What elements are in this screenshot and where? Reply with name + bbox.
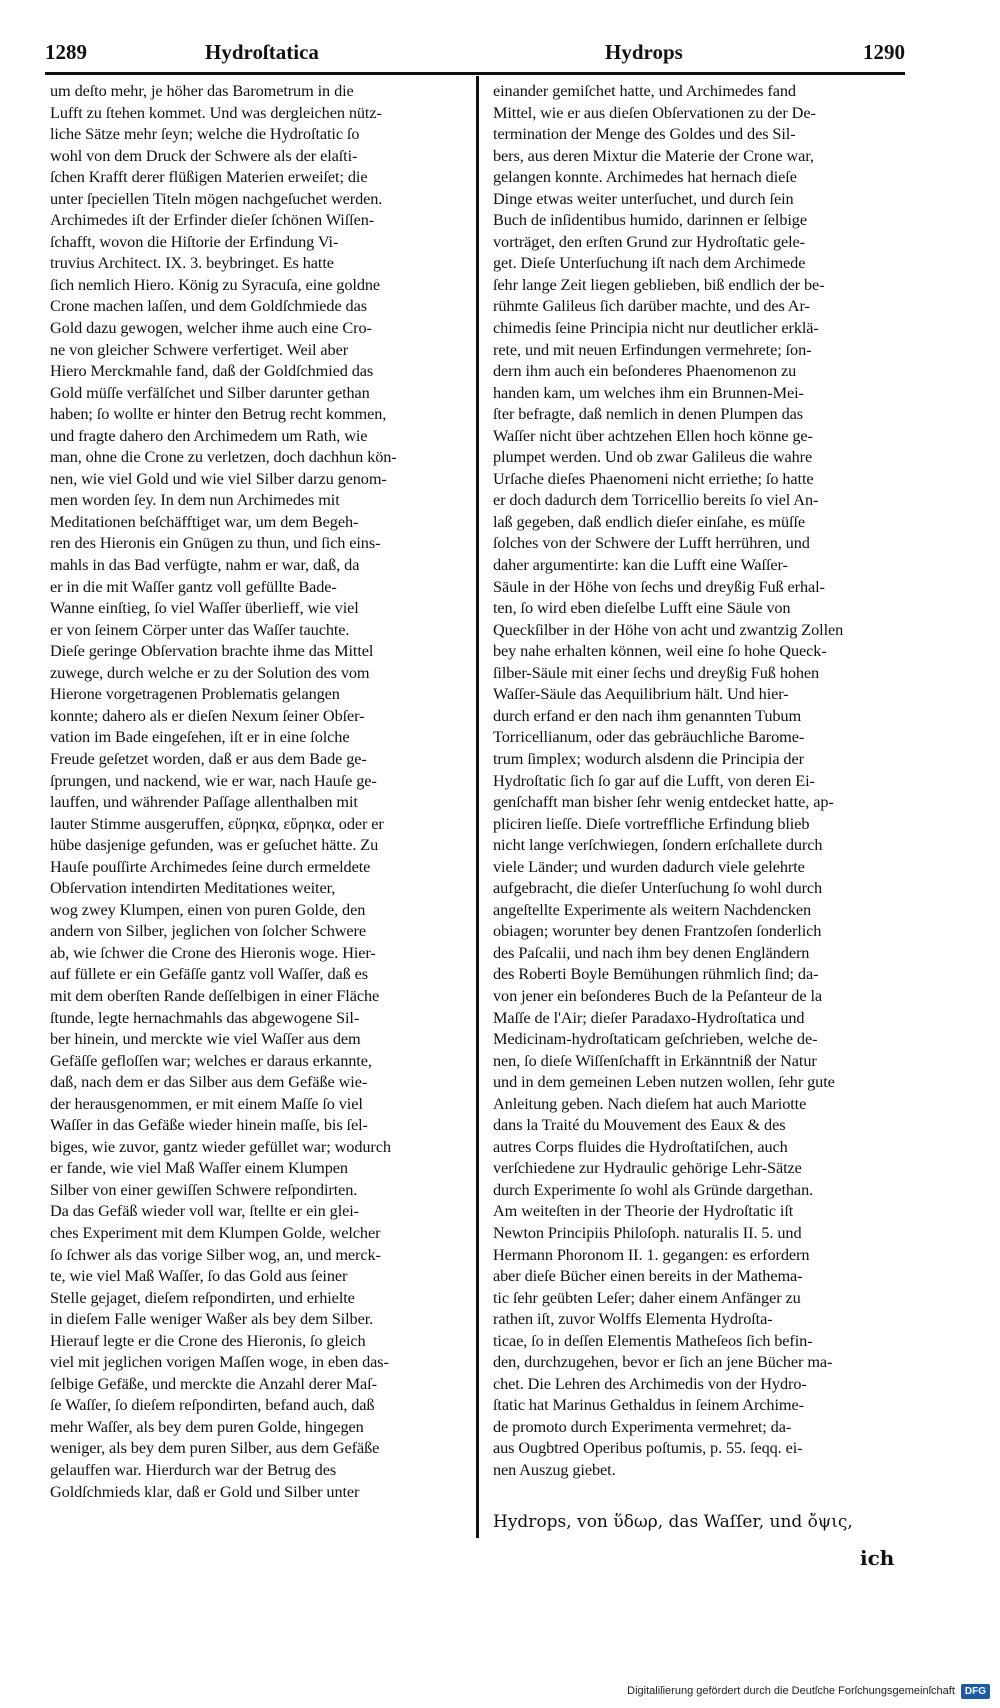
- right-line: einander gemiſchet hatte, und Archimedes fand: [493, 81, 796, 100]
- right-column-number: 1290: [863, 40, 905, 64]
- left-line: lauter Stimme ausgeruffen, εὕρηκα, εὕρηκα, oder er: [50, 813, 384, 833]
- left-line: er in die mit Waſſer gantz voll gefüllte Bade-: [50, 576, 337, 596]
- left-line: Dieſe geringe Obſervation brachte ihme das Mittel: [50, 641, 374, 661]
- right-line: ticae, ſo in deſſen Elementis Matheſeos ſich befin-: [493, 1330, 813, 1350]
- left-line: biges, wie zuvor, gantz wieder gefüllet war; wodurch: [50, 1136, 391, 1156]
- left-line: ſelbige Gefäße, und merckte die Anzahl derer Maſ-: [50, 1373, 377, 1393]
- left-line: ren des Hieronis ein Gnügen zu thun, und ſich eins-: [50, 533, 381, 553]
- right-line: obiagen; worunter bey denen Frantzoſen ſonderlich: [493, 921, 822, 941]
- right-line: Queckſilber in der Höhe von acht und zwantzig Zollen: [493, 619, 844, 639]
- right-line: ſolches von der Schwere der Lufft herrühren, und: [493, 533, 810, 553]
- right-line: ſter befragte, daß nemlich in denen Plumpen das: [493, 404, 803, 424]
- right-line: Buch de inſidentibus humido, darinnen er ſelbige: [493, 210, 807, 230]
- left-line: wohl von dem Druck der Schwere als der elaſti-: [50, 145, 358, 165]
- right-line: ten, ſo wird eben dieſelbe Lufft eine Säule von: [493, 598, 791, 618]
- right-line: get. Dieſe Unterſuchung iſt nach dem Archimede: [493, 253, 806, 273]
- right-line: de promoto durch Experimenta vermehret; da-: [493, 1416, 792, 1436]
- right-line: Medicinam-hydroſtaticam geſchrieben, welche de-: [493, 1029, 818, 1049]
- left-line: andern von Silber, jeglichen von ſolcher Schwere: [50, 921, 366, 941]
- left-line: Goldſchmieds klar, daß er Gold und Silber unter: [50, 1481, 360, 1501]
- right-running-title: Hydrops: [605, 40, 683, 64]
- left-line: daß, nach dem er das Silber aus dem Gefäße wie-: [50, 1072, 368, 1092]
- left-running-title: Hydroſtatica: [205, 40, 319, 64]
- left-line: hübe dasjenige gefunden, was er geſuchet hätte. Zu: [50, 835, 379, 855]
- left-line: truvius Architect. IX. 3. beybringet. Es hatte: [50, 253, 334, 273]
- right-line: ſehr lange Zeit liegen geblieben, biß endlich der be-: [493, 274, 825, 294]
- right-line: des Paſcalii, und nach ihm bey denen Engländern: [493, 942, 810, 962]
- right-line: Waſſer-Säule das Aequilibrium hält. Und hier-: [493, 684, 789, 704]
- left-line: konnte; dahero als er dieſen Nexum ſeiner Obſer-: [50, 705, 365, 725]
- left-line: mehr Waſſer, als bey dem puren Golde, hingegen: [50, 1416, 364, 1436]
- left-line: Da das Gefäß wieder voll war, ſtellte er ein glei-: [50, 1201, 359, 1221]
- left-line: gelauffen war. Hierdurch war der Betrug des: [50, 1460, 337, 1479]
- left-line: zuwege, durch welche er zu der Solution des vom: [50, 662, 370, 682]
- right-line: trum ſimplex; wodurch alsdenn die Principia der: [493, 748, 804, 768]
- right-line: Säule in der Höhe von ſechs und dreyßig Fuß erhal-: [493, 576, 825, 596]
- left-line: ſchen Krafft derer flüßigen Materien erweiſet; die: [50, 167, 368, 187]
- left-line: er fande, wie viel Maß Waſſer einem Klumpen: [50, 1158, 348, 1178]
- left-line: Silber von einer gewiſſen Schwere reſpondirten.: [50, 1179, 358, 1199]
- left-line: und fragte dahero den Archimedem um Rath, wie: [50, 425, 368, 445]
- left-line: ſchafft, wovon die Hiſtorie der Erfindung Vi-: [50, 231, 339, 251]
- left-text-column: [50, 80, 475, 1502]
- left-line: Hiero Merckmahle fand, daß der Goldſchmied das: [50, 361, 374, 381]
- right-line: nen, ſo dieſe Wiſſenſchafft in Erkänntniß der Natur: [493, 1050, 817, 1070]
- digitization-footer: [560, 1680, 990, 1702]
- left-line: um deſto mehr, je höher das Barometrum in die: [50, 81, 354, 100]
- left-line: wog zwey Klumpen, einen von puren Golde, den: [50, 899, 366, 919]
- dfg-logo: DFG: [961, 1684, 990, 1699]
- left-line: Freude geſetzet worden, daß er aus dem Bade ge-: [50, 748, 367, 768]
- right-line: chet. Die Lehren des Archimedis von der Hydro-: [493, 1373, 807, 1393]
- left-line: ſich nemlich Hiero. König zu Syracuſa, eine goldne: [50, 274, 381, 294]
- left-line: man, ohne die Crone zu verletzen, doch dachhun kön-: [50, 447, 397, 467]
- right-line: und in dem gemeinen Leben nutzen wollen, ſehr gute: [493, 1072, 835, 1092]
- right-line: Waſſer nicht über achtzehen Ellen hoch könne ge-: [493, 425, 813, 445]
- left-line: ches Experiment mit dem Klumpen Golde, welcher: [50, 1222, 381, 1242]
- right-line: nen Auszug giebet.: [493, 1460, 616, 1479]
- right-line: termination der Menge des Goldes und des Sil-: [493, 124, 796, 144]
- right-line: genſchafft man bisher ſehr wenig entdecket hatte, ap-: [493, 792, 834, 812]
- left-line: ſe Waſſer, ſo dieſem reſpondirten, befand auch, daß: [50, 1395, 375, 1415]
- right-line: tic ſehr geübten Leſer; daher einem Anfänger zu: [493, 1287, 801, 1307]
- left-line: Meditationen beſchäfftiget war, um dem Begeh-: [50, 511, 359, 531]
- right-line: vorträget, den erſten Grund zur Hydroſtatic gele-: [493, 231, 806, 251]
- right-line: plumpet werden. Und ob zwar Galileus die wahre: [493, 447, 813, 467]
- right-line: laß gegeben, daß endlich dieſer einſahe, es müſſe: [493, 511, 806, 531]
- right-line: des Roberti Boyle Bemühungen rühmlich ſind; da-: [493, 964, 819, 984]
- left-line: men worden ſey. In dem nun Archimedes mit: [50, 490, 340, 510]
- left-line: er von ſeinem Cörper unter das Waſſer tauchte.: [50, 619, 350, 639]
- right-line: Urſache dieſes Phaenomeni nicht erriethe; ſo hatte: [493, 468, 814, 488]
- left-line: Hierauf legte er die Crone des Hieronis, ſo gleich: [50, 1330, 366, 1350]
- right-line: dern ihm auch ein beſonderes Phaenomenon zu: [493, 361, 797, 381]
- right-line: viele Länder; und wurden dadurch viele gelehrte: [493, 856, 805, 876]
- right-line: aus Ougbtred Operibus poſtumis, p. 55. ſeqq. ei-: [493, 1438, 803, 1458]
- header-rule: [45, 72, 905, 75]
- catchword: ich: [860, 1546, 895, 1570]
- left-line: Crone machen laſſen, und dem Goldſchmiede das: [50, 296, 367, 316]
- right-line: Am weiteſten in der Theorie der Hydroſtatic iſt: [493, 1201, 794, 1221]
- right-line: autres Corps fluides die Hydroſtatiſchen, auch: [493, 1136, 788, 1156]
- right-line: ſilber-Säule mit einer ſechs und dreyßig Fuß hohen: [493, 662, 820, 682]
- right-line: Dinge etwas weiter unterſuchet, und durch ſein: [493, 188, 794, 208]
- left-line: ab, wie ſchwer die Crone des Hieronis woge. Hier-: [50, 942, 376, 962]
- column-divider: [476, 76, 479, 1538]
- left-line: vation im Bade eingeſehen, iſt er in eine ſolche: [50, 727, 350, 747]
- left-line: Archimedes iſt der Erfinder dieſer ſchönen Wiſſen-: [50, 210, 375, 230]
- right-line: nicht lange verſchwiegen, ſondern erſchallete durch: [493, 835, 823, 855]
- right-line: rühmte Galileus ſich darüber machte, und des Ar-: [493, 296, 810, 316]
- right-line: rathen iſt, zuvor Wolffs Elementa Hydroſta-: [493, 1309, 773, 1329]
- left-line: Stelle gejaget, dieſem reſpondirten, und erhielte: [50, 1287, 355, 1307]
- right-line: angeſtellte Experimente als weitern Nachdencken: [493, 899, 812, 919]
- left-line: liche Sätze mehr ſeyn; welche die Hydroſtatic ſo: [50, 124, 360, 144]
- right-line: ſtatic hat Marinus Gethaldus in ſeinem Archime-: [493, 1395, 804, 1415]
- right-line: aufgebracht, die dieſer Unterſuchung ſo wohl durch: [493, 878, 823, 898]
- left-line: ſprungen, und nackend, wie er war, nach Hauſe ge-: [50, 770, 377, 790]
- right-line: durch Experimente ſo wohl als Gründe dargethan.: [493, 1179, 814, 1199]
- right-line: Newton Principiis Philoſoph. naturalis II. 5. und: [493, 1222, 802, 1242]
- right-text-column: [493, 80, 905, 1481]
- left-line: viel mit jeglichen vorigen Maſſen woge, in eben das-: [50, 1352, 389, 1372]
- right-line: daher argumentirte: kan die Lufft eine Waſſer-: [493, 555, 788, 575]
- right-line: Hydroſtatic ſich ſo gar auf die Lufft, von deren Ei-: [493, 770, 815, 790]
- left-line: Gefäſſe gefloſſen war; welches er daraus erkannte,: [50, 1050, 372, 1070]
- right-line: bey nahe erhalten können, weil eine ſo hohe Queck-: [493, 641, 827, 661]
- left-line: Wanne einſtieg, ſo viel Waſſer überlieff, wie viel: [50, 598, 359, 618]
- left-line: auf füllete er ein Gefäſſe gantz voll Waſſer, daß es: [50, 964, 369, 984]
- right-line: er doch dadurch dem Torricellio bereits ſo viel An-: [493, 490, 819, 510]
- right-line: bers, aus deren Mixtur die Materie der Crone war,: [493, 145, 814, 165]
- left-line: ne von gleicher Schwere verfertiget. Weil aber: [50, 339, 349, 359]
- left-line: unter ſpeciellen Titeln mögen nachgeſuchet werden.: [50, 188, 383, 208]
- left-line: ſo ſchwer als das vorige Silber wog, an, und merck-: [50, 1244, 381, 1264]
- right-line: Anleitung geben. Nach dieſem hat auch Mariotte: [493, 1093, 807, 1113]
- left-line: Hauſe pouſſirte Archimedes ſeine durch ermeldete: [50, 856, 371, 876]
- left-line: mit dem oberſten Rande deſſelbigen in einer Fläche: [50, 985, 380, 1005]
- left-line: in dieſem Falle weniger Waßer als bey dem Silber.: [50, 1309, 374, 1329]
- left-line: weniger, als bey dem puren Silber, aus dem Gefäße: [50, 1438, 380, 1458]
- left-line: te, wie viel Maß Waſſer, ſo das Gold aus ſeiner: [50, 1266, 348, 1286]
- right-line: pliciren lieſſe. Dieſe vortreffliche Erfindung blieb: [493, 813, 810, 833]
- left-column-number: 1289: [45, 40, 87, 64]
- right-line: handen kam, um welches ihm ein Brunnen-Mei-: [493, 382, 804, 402]
- right-line: den, durchzugehen, bevor er ſich an jene Bücher ma-: [493, 1352, 833, 1372]
- left-line: Lufft zu ſtehen kommet. Und was dergleichen nütz-: [50, 102, 382, 122]
- left-line: mahls in das Bad verfügte, nahm er war, daß, da: [50, 555, 360, 575]
- right-line: Torricellianum, oder das gebräuchliche Barome-: [493, 727, 805, 747]
- right-line: gelangen konnte. Archimedes hat hernach dieſe: [493, 167, 797, 187]
- page-header: [45, 40, 905, 74]
- right-line: verſchiedene zur Hydraulic gehörige Lehr-Sätze: [493, 1158, 802, 1178]
- left-line: Obſervation intendirten Meditationes weiter,: [50, 878, 336, 898]
- right-line: von jener ein beſonderes Buch de la Peſanteur de la: [493, 985, 822, 1005]
- left-line: nen, wie viel Gold und wie viel Silber darzu genom-: [50, 468, 387, 488]
- right-line: Mittel, wie er aus dieſen Obſervationen zu der De-: [493, 102, 816, 122]
- right-line: Maſſe de l'Air; dieſer Paradaxo-Hydroſtatica und: [493, 1007, 805, 1027]
- left-line: lauffen, und währender Paſſage allenthalben mit: [50, 792, 358, 812]
- left-line: ber hinein, und merckte wie viel Waſſer aus dem: [50, 1029, 361, 1049]
- right-line: rete, und mit neuen Erfindungen vermehrete; ſon-: [493, 339, 812, 359]
- left-line: Hierone vorgetragenen Problematis gelangen: [50, 684, 340, 704]
- left-line: Gold müſſe verfälſchet und Silber darunter gethan: [50, 382, 370, 402]
- left-line: ſtunde, legte hernachmahls das abgewogene Sil-: [50, 1007, 360, 1027]
- left-line: der herausgenommen, er mit einem Maſſe ſo viel: [50, 1093, 363, 1113]
- right-line: Hermann Phoronom II. 1. gegangen: es erfordern: [493, 1244, 810, 1264]
- right-line: chimedis ſeine Principia nicht nur deutlicher erklä-: [493, 318, 819, 338]
- left-line: Gold dazu gewogen, welcher ihme auch eine Cro-: [50, 318, 372, 338]
- right-line: aber dieſe Bücher einen bereits in der Mathema-: [493, 1266, 803, 1286]
- closing-line: Hydrops, von ὕδωρ, das Waſſer, und ὄψις,: [493, 1512, 853, 1532]
- footer-credit: Digitaliſierung gefördert durch die Deutſche Forſchungsgemeinſchaft: [627, 1685, 955, 1697]
- left-line: Waſſer in das Gefäße wieder hinein maſſe, bis ſel-: [50, 1115, 368, 1135]
- left-line: haben; ſo wollte er hinter den Betrug recht kommen,: [50, 404, 387, 424]
- right-line: durch erfand er den nach ihm genannten Tubum: [493, 705, 802, 725]
- right-line: dans la Traité du Mouvement des Eaux & des: [493, 1115, 786, 1135]
